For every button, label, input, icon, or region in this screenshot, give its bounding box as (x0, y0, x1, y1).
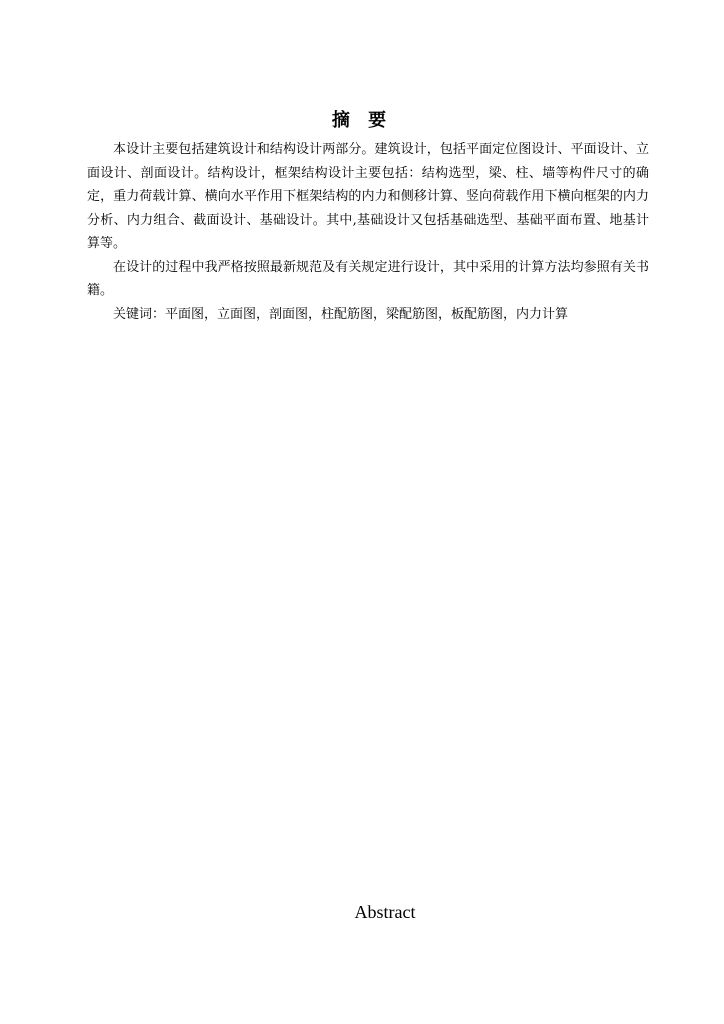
abstract-body-cn (87, 138, 649, 326)
abstract-title-en: Abstract (354, 902, 416, 922)
abstract-title-cn: 摘 要 (331, 110, 393, 131)
abstract-paragraph-2: 在设计的过程中我严格按照最新规范及有关规定进行设计，其中采用的计算方法均参照有关书籍。 (87, 259, 649, 298)
abstract-paragraph-1: 本设计主要包括建筑设计和结构设计两部分。建筑设计，包括平面定位图设计、平面设计、立面设计、剖面设计。结构设计，框架结构设计主要包括：结构选型，梁、柱、墙等构件尺寸的确定，重力荷载计算、横向水平作用下框架结构的内力和侧移计算、竖向荷载作用下横向框架的内力分析、内力组合、截面设计、基础设计。其中,基础设计又包括基础选型、基础平面布置、地基计算等。 (87, 142, 649, 251)
keywords-paragraph: 关键词：平面图，立面图，剖面图，柱配筋图，梁配筋图，板配筋图，内力计算 (113, 306, 569, 322)
